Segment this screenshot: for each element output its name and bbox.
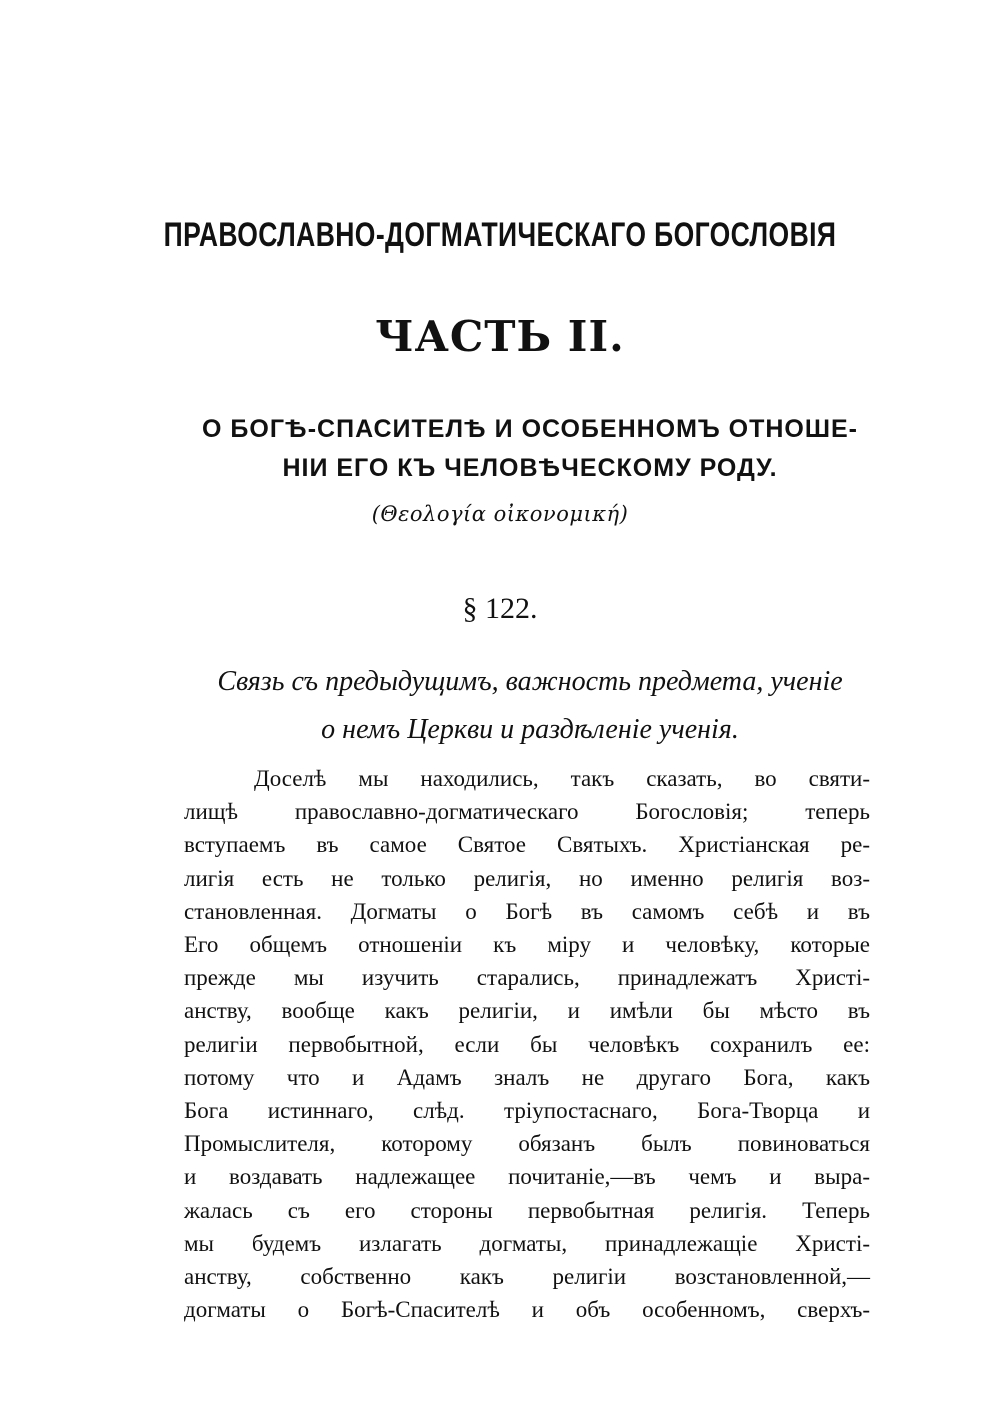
body-line: становленная. Догматы о Богѣ въ самомъ себѣ и въ	[184, 898, 870, 924]
body-line: Его общемъ отношеніи къ міру и человѣку, которые	[184, 932, 870, 958]
body-line: мы будемъ излагать догматы, принадлежащіе Христі-	[184, 1230, 870, 1256]
subtitle-line: НІИ ЕГО КЪ ЧЕЛОВѢЧЕСКОМУ РОДУ.	[282, 454, 778, 482]
section-number: § 122.	[462, 592, 538, 625]
body-line: и воздавать надлежащее почитаніе,—въ чемъ и выра-	[184, 1164, 870, 1190]
subtitle-line: О БОГѢ-СПАСИТЕЛѢ И ОСОБЕННОМЪ ОТНОШЕ-	[202, 415, 858, 443]
body-line: лищѣ православно-догматическаго Богословія; теперь	[184, 799, 870, 825]
body-line: Доселѣ мы находились, такъ сказать, во святи-	[254, 766, 870, 791]
body-line: анству, вообще какъ религіи, и имѣли бы мѣсто въ	[184, 998, 870, 1024]
section-heading-line: Связь съ предыдущимъ, важность предмета, ученіе	[217, 666, 843, 697]
body-line: Бога истиннаго, слѣд. тріупостаснаго, Бога-Творца и	[184, 1098, 870, 1124]
body-line: потому что и Адамъ зналъ не другаго Бога, какъ	[184, 1064, 870, 1090]
body-line: лигія есть не только религія, но именно религія воз-	[184, 865, 870, 891]
book-title: ПРАВОСЛАВНО-ДОГМАТИЧЕСКАГО БОГОСЛОВІЯ	[163, 216, 837, 254]
greek-subtitle: (Θεολογία οἰκονομική)	[371, 502, 629, 526]
section-heading	[180, 658, 880, 754]
part-title: ЧАСТЬ II.	[375, 312, 625, 361]
body-line: догматы о Богѣ-Спасителѣ и объ особенномъ, сверхъ-	[184, 1297, 870, 1323]
body-paragraph	[184, 762, 870, 1326]
body-line: религіи первобытной, если бы человѣкъ сохранилъ ее:	[184, 1031, 870, 1057]
body-line: вступаемъ въ самое Святое Святыхъ. Христіанская ре-	[184, 832, 870, 858]
part-subtitle	[180, 410, 880, 488]
body-line: жалась съ его стороны первобытная религія. Теперь	[184, 1197, 870, 1223]
body-line: Промыслителя, которому обязанъ былъ повиноваться	[184, 1131, 870, 1157]
body-line: прежде мы изучить старались, принадлежатъ Христі-	[184, 965, 870, 991]
body-line: анству, собственно какъ религіи возстановленной,—	[184, 1264, 870, 1290]
section-heading-line: о немъ Церкви и раздѣленіе ученія.	[321, 714, 739, 745]
